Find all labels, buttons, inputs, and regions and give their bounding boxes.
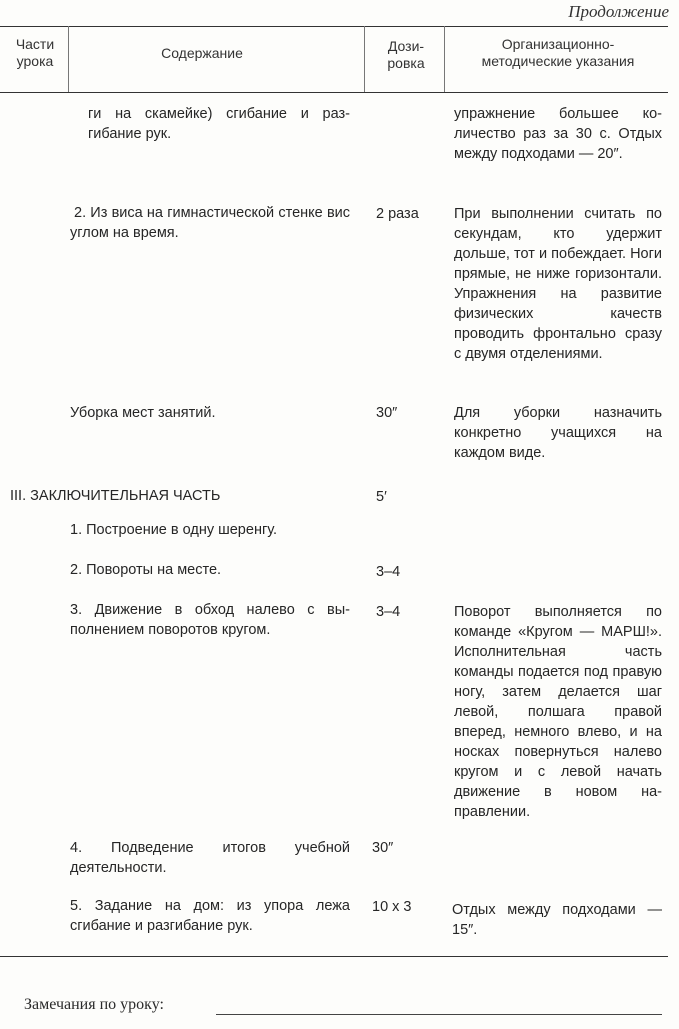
row-dosage: 3–4 [376, 564, 401, 580]
row-content: 2. Из виса на гимнастической стенке вис углом на время. [70, 205, 350, 241]
row-dosage: 30″ [376, 405, 398, 421]
row-notes: Отдых между подходами — 15″. [452, 902, 662, 938]
row-content: 5. Задание на дом: из упора лежа сгибание и разгибание рук. [70, 898, 350, 934]
row-content: 4. Подведение итогов учебной деятельности. [70, 840, 350, 876]
row-notes: Для уборки назначить конкретно учащихся на каждом виде. [454, 405, 662, 461]
table-bottom-border [0, 956, 668, 957]
row-dosage: 10 х 3 [372, 899, 412, 915]
row-content: 2. Повороты на месте. [70, 562, 222, 578]
remarks-label: Замечания по уроку: [24, 996, 164, 1013]
row-dosage: 3–4 [376, 604, 401, 620]
row-notes: упражнение большее количество раз за 30 с. Отдых между подходами — 20″. [454, 106, 662, 162]
row-dosage: 30″ [372, 840, 394, 856]
header-bottom-border [0, 92, 668, 93]
continuation-label: Продолжение [568, 2, 669, 21]
remarks-input-line [216, 1014, 662, 1015]
header-dosage: Дозировка [387, 38, 425, 71]
row-content: 1. Построение в одну шеренгу. [70, 522, 278, 538]
row-content: Уборка мест занятий. [70, 405, 216, 421]
header-parts: Части урока [15, 36, 55, 69]
row-content: 3. Движение в обход налево с выполнением поворотов кругом. [70, 602, 350, 638]
section-heading: III. ЗАКЛЮЧИТЕЛЬНАЯ ЧАСТЬ [10, 488, 221, 504]
column-divider-dosage [364, 26, 365, 92]
row-dosage: 2 раза [376, 206, 419, 222]
row-notes: Поворот выполняется по команде «Кругом — МАРШ!». Исполнительная часть команды подается под правую ногу, затем делается шаг левой, полшага правой вперед, немного влево, и на носках повернуться налево кругом и с левой начать движение в новом направлении. [454, 604, 662, 820]
row-dosage: 5′ [376, 489, 387, 505]
row-notes: При выполнении считать по секундам, кто удержит дольше, тот и побеждает. Ноги прямые, не ниже горизонтали. Упражнения на развитие физических качеств проводить фронтально сразу с двумя отделениями. [454, 206, 662, 362]
table-top-border [0, 26, 668, 27]
column-divider-notes [444, 26, 445, 92]
row-content: ги на скамейке) сгибание и разгибание рук. [88, 106, 350, 142]
header-notes: Организационно-методические указания [481, 36, 635, 69]
column-divider-content [68, 26, 69, 92]
header-content: Содержание [161, 45, 243, 61]
